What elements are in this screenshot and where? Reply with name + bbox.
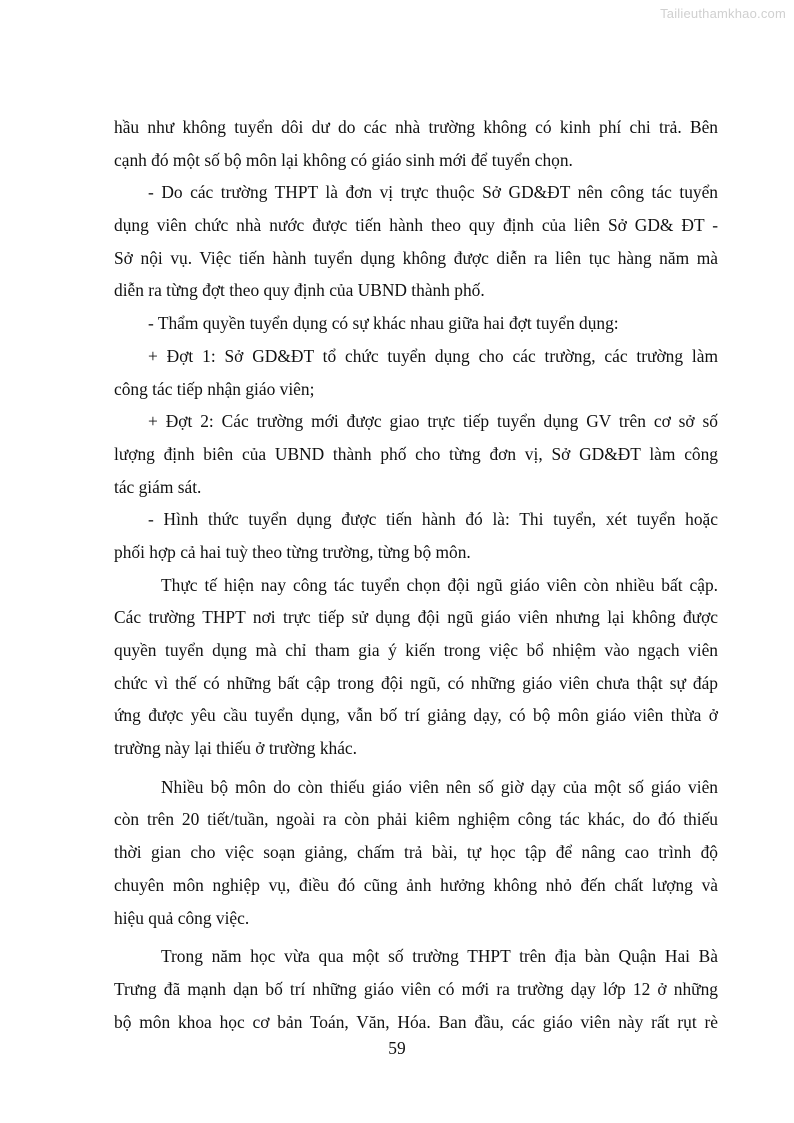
page-number: 59 <box>388 1038 406 1058</box>
text-line: còn trên 20 tiết/tuần, ngoài ra còn phải kiêm nghiệm công tác khác, do đó thiếu <box>114 809 718 830</box>
text-line: - Hình thức tuyển dụng được tiến hành đó là: Thi tuyển, xét tuyển hoặc <box>148 509 718 530</box>
text-line: Các trường THPT nơi trực tiếp sử dụng đội ngũ giáo viên nhưng lại không được <box>114 607 718 628</box>
text-line: ứng được yêu cầu tuyển dụng, vẫn bố trí giảng dạy, có bộ môn giáo viên thừa ở <box>114 705 718 726</box>
text-line: Thực tế hiện nay công tác tuyển chọn đội ngũ giáo viên còn nhiều bất cập. <box>161 574 718 595</box>
text-line: chuyên môn nghiệp vụ, điều đó cũng ảnh hưởng không nhỏ đến chất lượng và <box>114 874 718 895</box>
text-line: + Đợt 1: Sở GD&ĐT tổ chức tuyển dụng cho các trường, các trường làm <box>148 345 718 366</box>
text-line: công tác tiếp nhận giáo viên; <box>114 378 315 399</box>
text-line: chức vì thế có những bất cập trong đội ngũ, có những giáo viên chưa thật sự đáp <box>114 672 718 693</box>
text-line: Trưng đã mạnh dạn bố trí những giáo viên có mới ra trường dạy lớp 12 ở những <box>114 978 718 999</box>
text-line: bộ môn khoa học cơ bản Toán, Văn, Hóa. Ban đầu, các giáo viên này rất rụt rè <box>114 1011 718 1032</box>
watermark: Tailieuthamkhao.com <box>660 6 786 21</box>
text-line: trường này lại thiếu ở trường khác. <box>114 738 357 759</box>
text-line: - Do các trường THPT là đơn vị trực thuộc Sở GD&ĐT nên công tác tuyển <box>148 182 718 203</box>
text-line: lượng định biên của UBND thành phố cho từng đơn vị, Sở GD&ĐT làm công <box>114 443 718 464</box>
page-body <box>114 111 718 1038</box>
text-line: + Đợt 2: Các trường mới được giao trực tiếp tuyển dụng GV trên cơ sở số <box>148 411 718 432</box>
text-line: phối hợp cả hai tuỳ theo từng trường, từng bộ môn. <box>114 541 471 562</box>
text-line: thời gian cho việc soạn giảng, chấm trả bài, tự học tập để nâng cao trình độ <box>114 842 718 863</box>
text-line: - Thẩm quyền tuyển dụng có sự khác nhau giữa hai đợt tuyển dụng: <box>148 313 619 334</box>
text-line: diễn ra từng đợt theo quy định của UBND thành phố. <box>114 280 485 301</box>
text-line: hiệu quả công việc. <box>114 907 250 928</box>
text-line: tác giám sát. <box>114 476 202 497</box>
text-line: dụng viên chức nhà nước được tiến hành theo quy định của liên Sở GD& ĐT - <box>114 215 718 236</box>
text-line: cạnh đó một số bộ môn lại không có giáo sinh mới để tuyển chọn. <box>114 149 573 170</box>
text-line: Nhiều bộ môn do còn thiếu giáo viên nên số giờ dạy của một số giáo viên <box>161 776 718 797</box>
text-line: quyền tuyển dụng mà chỉ tham gia ý kiến trong việc bổ nhiệm vào ngạch viên <box>114 640 718 660</box>
text-line: Sở nội vụ. Việc tiến hành tuyển dụng không được diễn ra liên tục hàng năm mà <box>114 247 718 268</box>
text-line: Trong năm học vừa qua một số trường THPT trên địa bàn Quận Hai Bà <box>161 946 718 967</box>
text-line: hầu như không tuyển dôi dư do các nhà trường không có kinh phí chi trả. Bên <box>114 117 718 137</box>
